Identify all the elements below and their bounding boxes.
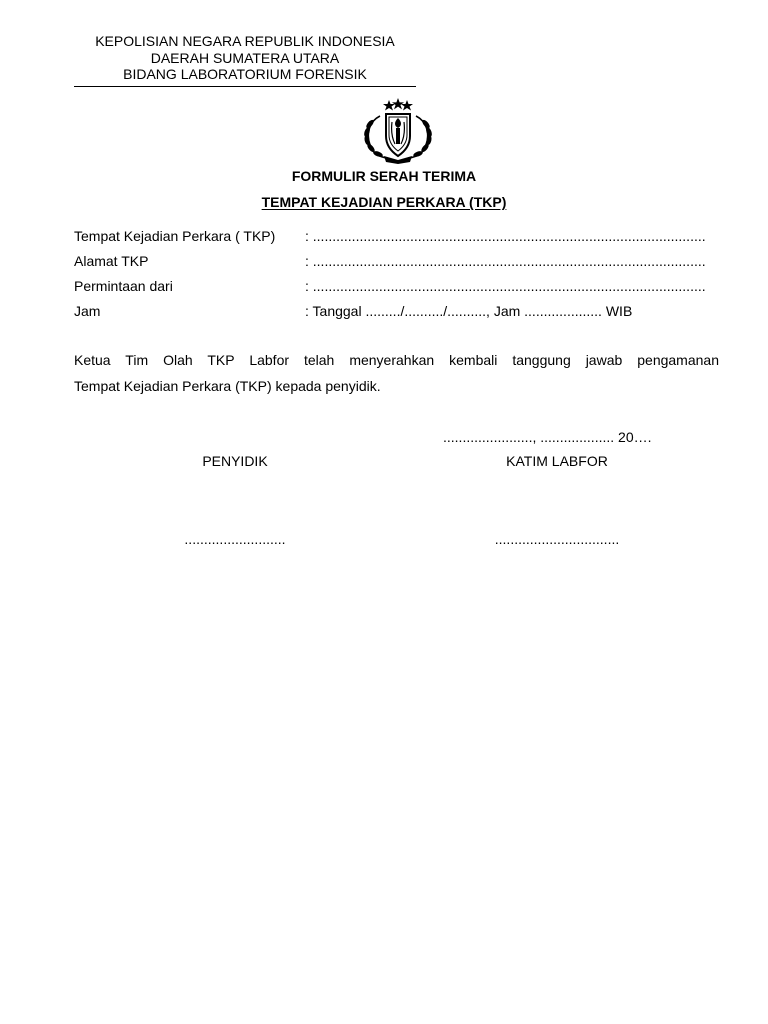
field-label: Jam (74, 303, 101, 319)
field-value: : Tanggal ........./........../.........., Jam .................... WIB (305, 303, 633, 319)
form-subtitle (0, 194, 768, 210)
letterhead-underline (74, 86, 416, 87)
field-value: : ..................................................................................................... (305, 253, 706, 269)
letterhead-line-3: BIDANG LABORATORIUM FORENSIK (123, 66, 367, 82)
police-emblem-icon (358, 98, 438, 164)
signature-label-katim: KATIM LABFOR (506, 453, 608, 469)
field-row-tkp (74, 228, 720, 248)
field-label: Tempat Kejadian Perkara ( TKP) (74, 228, 276, 244)
field-label: Permintaan dari (74, 278, 173, 294)
statement-line-2: Tempat Kejadian Perkara (TKP) kepada penyidik. (74, 378, 381, 394)
form-title: FORMULIR SERAH TERIMA (291, 168, 477, 184)
place-date-line: ......................., ................... 20…. (443, 429, 652, 445)
field-value: : ..................................................................................................... (305, 278, 706, 294)
signature-line-katim: ................................ (494, 531, 620, 547)
form-subtitle-text: TEMPAT KEJADIAN PERKARA (TKP) (261, 194, 507, 210)
signature-line-penyidik: .......................... (184, 531, 286, 547)
field-row-permintaan (74, 278, 720, 298)
field-row-alamat (74, 253, 720, 273)
statement-paragraph (74, 347, 719, 399)
letterhead (74, 33, 416, 83)
letterhead-line-1: KEPOLISIAN NEGARA REPUBLIK INDONESIA (95, 33, 395, 49)
statement-line-1: Ketua Tim Olah TKP Labfor telah menyerahkan kembali tanggung jawab pengamanan (74, 352, 719, 368)
field-label: Alamat TKP (74, 253, 149, 269)
signature-label-penyidik: PENYIDIK (202, 453, 268, 469)
field-row-jam (74, 303, 720, 323)
letterhead-line-2: DAERAH SUMATERA UTARA (150, 49, 340, 66)
field-value: : ..................................................................................................... (305, 228, 706, 244)
